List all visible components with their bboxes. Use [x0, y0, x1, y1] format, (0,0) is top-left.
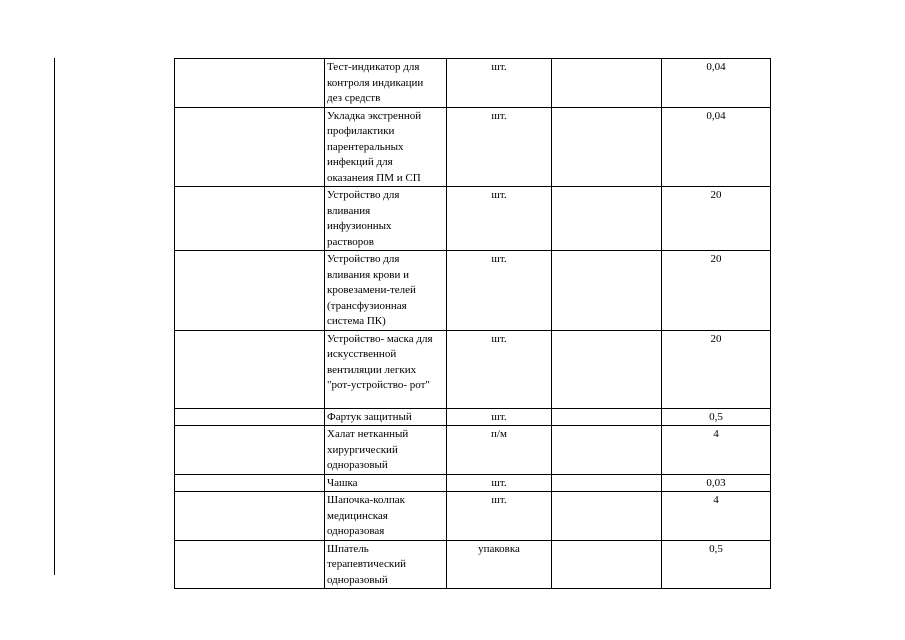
table-row — [175, 540, 771, 589]
item-name: Фартук защитный — [325, 408, 447, 426]
supplies-table — [174, 58, 771, 589]
table-row — [175, 107, 771, 187]
item-quantity: 0,04 — [662, 107, 771, 187]
table-row — [175, 187, 771, 251]
empty-cell — [552, 107, 662, 187]
empty-cell — [175, 408, 325, 426]
empty-cell — [552, 330, 662, 408]
item-quantity: 0,5 — [662, 408, 771, 426]
item-quantity: 4 — [662, 426, 771, 475]
page-margin-line — [54, 58, 55, 575]
empty-cell — [175, 426, 325, 475]
item-name: Устройство- маска для искусственной вентиляции легких "рот-устройство- рот" — [325, 330, 447, 408]
item-quantity: 4 — [662, 492, 771, 541]
empty-cell — [552, 474, 662, 492]
item-unit: шт. — [447, 492, 552, 541]
table-row — [175, 59, 771, 108]
item-quantity: 20 — [662, 187, 771, 251]
item-name: Шапочка-колпак медицинская одноразовая — [325, 492, 447, 541]
item-quantity: 20 — [662, 251, 771, 331]
empty-cell — [175, 251, 325, 331]
item-name: Тест-индикатор для контроля индикации дез средств — [325, 59, 447, 108]
item-unit: шт. — [447, 474, 552, 492]
item-quantity: 20 — [662, 330, 771, 408]
empty-cell — [552, 59, 662, 108]
empty-cell — [175, 540, 325, 589]
empty-cell — [175, 107, 325, 187]
item-unit: шт. — [447, 59, 552, 108]
item-unit: упаковка — [447, 540, 552, 589]
table-row — [175, 426, 771, 475]
empty-cell — [175, 330, 325, 408]
item-unit: шт. — [447, 408, 552, 426]
empty-cell — [175, 187, 325, 251]
table-row — [175, 330, 771, 408]
table-row — [175, 408, 771, 426]
item-name: Устройство для вливания инфузионных растворов — [325, 187, 447, 251]
item-name: Устройство для вливания крови и кровезамени-телей (трансфузионная система ПК) — [325, 251, 447, 331]
empty-cell — [552, 426, 662, 475]
empty-cell — [552, 251, 662, 331]
empty-cell — [552, 492, 662, 541]
table-row — [175, 492, 771, 541]
item-unit: шт. — [447, 187, 552, 251]
item-name: Шпатель терапевтический одноразовый — [325, 540, 447, 589]
item-name: Чашка — [325, 474, 447, 492]
item-name: Укладка экстренной профилактики парентеральных инфекций для оказанеия ПМ и СП — [325, 107, 447, 187]
empty-cell — [552, 187, 662, 251]
empty-cell — [175, 474, 325, 492]
table-row — [175, 474, 771, 492]
item-unit: шт. — [447, 251, 552, 331]
empty-cell — [552, 408, 662, 426]
item-name: Халат нетканный хирургический одноразовый — [325, 426, 447, 475]
empty-cell — [552, 540, 662, 589]
item-unit: шт. — [447, 107, 552, 187]
item-quantity: 0,5 — [662, 540, 771, 589]
item-quantity: 0,03 — [662, 474, 771, 492]
item-unit: шт. — [447, 330, 552, 408]
item-quantity: 0,04 — [662, 59, 771, 108]
table-row — [175, 251, 771, 331]
empty-cell — [175, 59, 325, 108]
empty-cell — [175, 492, 325, 541]
item-unit: п/м — [447, 426, 552, 475]
